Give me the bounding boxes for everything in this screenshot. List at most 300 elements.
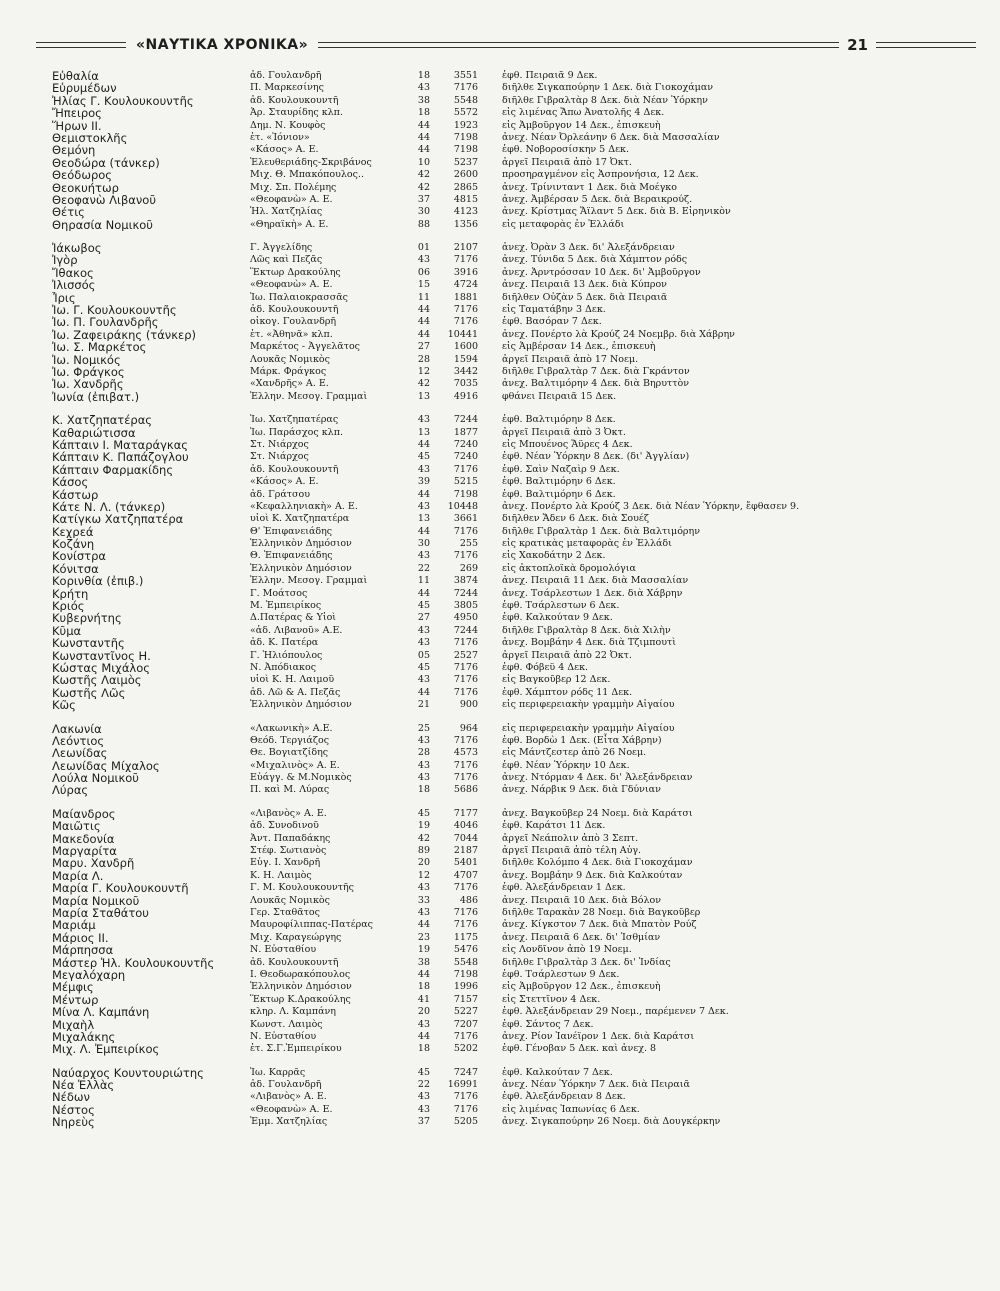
table-row	[52, 907, 952, 919]
ship-agent: υἱοὶ Κ. Η. Λαιμοῦ	[250, 674, 335, 686]
ship-status: ἀνεχ. Πονέρτο λὰ Κρούζ 3 Δεκ. διὰ Νέαν Ὑόρκην, ἔφθασεν 9.	[502, 500, 800, 512]
ship-flag-code: 43	[417, 82, 430, 94]
ship-status: ἀργεῖ Πειραιᾶ ἀπὸ 17 Νοεμ.	[502, 353, 639, 365]
ship-agent: κληρ. Λ. Καμπάνη	[250, 1006, 336, 1018]
ship-tonnage: 7176	[453, 1030, 478, 1042]
ship-status: ἐφθ. Νέαν Ὑόρκην 10 Δεκ.	[502, 759, 630, 771]
ship-name: Θηρασία Νομικοῦ	[52, 218, 153, 232]
ship-status: ἀνεχ. Βαλτιμόρην 4 Δεκ. διὰ Βηρυττὸν	[502, 378, 690, 390]
ship-name: Ἥρων ΙΙ.	[52, 119, 102, 132]
table-row	[52, 414, 952, 426]
ship-name: Ἰλισσός	[52, 279, 96, 292]
ship-name: Μαριάμ	[52, 919, 96, 932]
ship-flag-code: 44	[417, 587, 430, 599]
ship-flag-code: 43	[417, 882, 430, 894]
ship-name: Μακεδονία	[52, 832, 115, 846]
ship-status: ἐφθ. Ἀλεξάνδρειαν 29 Νοεμ., παρέμενεν 7 Δεκ.	[502, 1006, 729, 1018]
ship-tonnage: 7176	[453, 772, 478, 784]
ship-agent: ἑτ. Σ.Γ.Ἐμπειρίκου	[250, 1043, 342, 1055]
ship-flag-code: 11	[417, 291, 430, 303]
ship-flag-code: 12	[417, 869, 430, 881]
ship-agent: Στ. Νιάρχος	[250, 451, 309, 463]
ship-agent: «Θηραϊκὴ» Α. Ε.	[250, 218, 329, 230]
ship-name: Ἰγὸρ	[52, 254, 78, 267]
ship-name: Μίνα Λ. Καμπάνη	[52, 1006, 150, 1019]
table-row	[52, 575, 952, 587]
ship-flag-code: 15	[417, 279, 430, 291]
table-row	[52, 316, 952, 328]
ship-flag-code: 19	[417, 944, 430, 956]
ship-name: Κωνσταντῆς	[52, 637, 125, 650]
ship-tonnage: 1877	[453, 426, 478, 438]
ship-name: Κορινθία (ἐπιβ.)	[52, 575, 144, 588]
ship-name: Μαιῶτις	[52, 820, 101, 833]
ship-agent: «Κεφαλληνιακὴ» Α. Ε.	[250, 500, 358, 512]
ship-name: Κάπταιν Κ. Παπάζογλου	[52, 451, 189, 464]
ship-agent: Ἐμμ. Χατζηλίας	[250, 1116, 328, 1128]
ship-agent: Ν. Εὐσταθίου	[250, 944, 317, 956]
page-number: 21	[847, 36, 868, 54]
ship-name: Κυβερνήτης	[52, 612, 122, 625]
ship-status: ἀνεχ. Τρίνινταντ 1 Δεκ. διὰ Μοέγκο	[502, 181, 677, 193]
table-row	[52, 699, 952, 711]
ship-name: Ἰάκωβος	[52, 242, 102, 255]
ship-agent: Ν. Εὐσταθίου	[250, 1030, 317, 1042]
ship-flag-code: 89	[417, 845, 430, 857]
ship-flag-code: 44	[417, 919, 430, 931]
ship-tonnage: 5205	[453, 1116, 478, 1128]
ship-name: Λύρας	[52, 784, 89, 797]
ship-name: Μιχαὴλ	[52, 1018, 95, 1031]
ship-agent: ἑτ. «Ἀθηνᾶ» κλπ.	[250, 328, 333, 340]
ship-flag-code: 45	[417, 1066, 430, 1078]
ship-status: ἀνεχ. Κίγκστον 7 Δεκ. διὰ Μπατὸν Ρούζ	[502, 919, 697, 931]
table-row	[52, 1006, 952, 1018]
table-row	[52, 451, 952, 463]
ship-agent: Ἕκτωρ Δρακούλης	[250, 266, 341, 278]
table-row	[52, 1043, 952, 1055]
ship-agent: «Χανδρῆς» Α. Ε.	[250, 378, 329, 390]
ship-name: Κῦμα	[52, 624, 82, 638]
ship-agent: Μαρκέτος - Ἀγγελᾶτος	[250, 341, 361, 353]
table-row	[52, 784, 952, 796]
ship-name: Λακωνία	[52, 722, 102, 735]
ship-name: Λούλα Νομικοῦ	[52, 772, 139, 785]
ship-status: εἰς μεταφορὰς ἐν Ἑλλάδι	[502, 218, 625, 230]
table-row	[52, 735, 952, 747]
table-row	[52, 354, 952, 366]
ship-flag-code: 44	[417, 144, 430, 156]
ship-name: Θεμόνη	[52, 144, 96, 157]
ship-status: ἐφθ. Φόβεϋ 4 Δεκ.	[502, 661, 589, 673]
ship-flag-code: 05	[417, 649, 430, 661]
ship-name: Μέμφις	[52, 981, 94, 994]
ship-tonnage: 7176	[453, 1103, 478, 1115]
ship-status: διῆλθε Γιβραλτὰρ 3 Δεκ. δι' Ἰνδίας	[502, 956, 671, 968]
ship-agent: Ἀρ. Σταυρίδης κλπ.	[250, 107, 343, 119]
table-row	[52, 1031, 952, 1043]
ship-flag-code: 45	[417, 807, 430, 819]
ship-flag-code: 01	[417, 242, 430, 254]
ship-agent: Μιχ. Καραγεώργης	[250, 931, 342, 943]
ship-tonnage: 4123	[453, 206, 478, 218]
ship-agent: Μ. Ἐμπειρίκος	[250, 600, 322, 612]
ship-tonnage: 7176	[453, 1091, 478, 1103]
ship-flag-code: 38	[417, 94, 430, 106]
ship-agent: Μιχ. Θ. Μπακόπουλος..	[250, 169, 364, 181]
ship-flag-code: 44	[417, 525, 430, 537]
ship-agent: Κ. Η. Λαιμὸς	[250, 869, 312, 881]
ship-status: διῆλθε Κολόμπο 4 Δεκ. διὰ Γιοκοχάμαν	[502, 857, 693, 869]
ship-flag-code: 43	[417, 414, 430, 426]
ship-status: διῆλθε Γιβραλτὰρ 8 Δεκ. διὰ Χιλὴν	[502, 624, 671, 636]
ship-status: ἐφθ. Βορδὼ 1 Δεκ. (Εἶτα Χάβρην)	[502, 734, 662, 746]
ship-tonnage: 7176	[453, 661, 478, 673]
ship-flag-code: 44	[417, 686, 430, 698]
alphabet-group	[52, 1067, 952, 1129]
table-row	[52, 637, 952, 649]
ship-status: ἐφθ. Χάμπτον ρόδς 11 Δεκ.	[502, 686, 633, 698]
ship-flag-code: 44	[417, 968, 430, 980]
ship-name: Μαρία Γ. Κουλουκουντῆ	[52, 882, 189, 895]
ship-agent: Δημ. Ν. Κουφὸς	[250, 119, 326, 131]
ship-status: ἐφθ. Βασόραν 7 Δεκ.	[502, 316, 602, 328]
table-row	[52, 870, 952, 882]
table-row	[52, 366, 952, 378]
ship-name: Κονίστρα	[52, 550, 106, 563]
ship-tonnage: 269	[459, 562, 478, 574]
table-row	[52, 242, 952, 254]
ship-name: Κόνιτσα	[52, 562, 99, 576]
ship-flag-code: 18	[417, 107, 430, 119]
ship-agent: Ἑλληνικὸν Δημόσιον	[250, 699, 352, 711]
ship-name: Καθαριώτισσα	[52, 426, 136, 439]
ship-flag-code: 37	[417, 193, 430, 205]
ship-name: Κάτε Ν. Λ. (τάνκερ)	[52, 500, 166, 514]
table-row	[52, 206, 952, 218]
ship-tonnage: 7176	[453, 304, 478, 316]
ship-name: Κοζάνη	[52, 538, 95, 551]
ship-name: Νέδων	[52, 1091, 90, 1104]
ship-tonnage: 7176	[453, 674, 478, 686]
ship-agent: ἑτ. «Ἰόνιον»	[250, 131, 310, 143]
ship-flag-code: 43	[417, 674, 430, 686]
ship-agent: «Κάσος» Α. Ε.	[250, 144, 319, 156]
ship-name: Ἰω. Χανδρῆς	[52, 378, 124, 391]
ship-tonnage: 7176	[453, 919, 478, 931]
table-row	[52, 981, 952, 993]
ship-name: Ἰω. Γ. Κουλουκουντῆς	[52, 304, 177, 317]
ship-tonnage: 7207	[453, 1018, 478, 1030]
ship-status: ἐφθ. Πειραιᾶ 9 Δεκ.	[502, 70, 598, 81]
ship-tonnage: 2527	[453, 649, 478, 661]
table-row	[52, 772, 952, 784]
ship-name: Κώστας Μιχάλος	[52, 661, 150, 675]
ship-tonnage: 7176	[453, 637, 478, 649]
table-row	[52, 1116, 952, 1128]
table-row	[52, 489, 952, 501]
ship-agent: ἀδ. Γράτσου	[250, 488, 311, 500]
ship-flag-code: 28	[417, 747, 430, 759]
header-rule-left	[36, 42, 126, 48]
ship-name: Κωνσταντῖνος Η.	[52, 649, 151, 662]
ship-status: ἐφθ. Σαὶν Ναζαὶρ 9 Δεκ.	[502, 463, 620, 475]
table-row	[52, 857, 952, 869]
ship-status: ἐφθ. Καλκούταν 7 Δεκ.	[502, 1066, 613, 1078]
ship-name: Μάστερ Ἡλ. Κουλουκουντῆς	[52, 956, 215, 969]
ship-tonnage: 7044	[453, 832, 478, 844]
ship-tonnage: 5548	[453, 94, 478, 106]
ship-tonnage: 4046	[453, 820, 478, 832]
table-row	[52, 464, 952, 476]
table-row	[52, 427, 952, 439]
ship-tonnage: 1881	[453, 291, 478, 303]
ship-agent: Π. καὶ Μ. Λύρας	[250, 784, 330, 796]
ship-status: εἰς Ἀμβέρσαν 14 Δεκ., ἐπισκευὴ	[502, 341, 656, 353]
ship-flag-code: 44	[417, 304, 430, 316]
ship-status: ἀνεχ. Ρίον Ἰανέϊρον 1 Δεκ. διὰ Καράτσι	[502, 1030, 695, 1042]
table-row	[52, 625, 952, 637]
ship-flag-code: 13	[417, 426, 430, 438]
ship-flag-code: 21	[417, 699, 430, 711]
ship-status: εἰς λιμένας Ἄπω Ἀνατολῆς 4 Δεκ.	[502, 107, 665, 119]
table-row	[52, 808, 952, 820]
ship-agent: «Θεοφανὼ» Α. Ε.	[250, 1103, 333, 1115]
ship-name: Κ. Χατζηπατέρας	[52, 414, 153, 427]
ship-tonnage: 7198	[453, 968, 478, 980]
ship-agent: «Θεοφανὼ» Α. Ε.	[250, 279, 333, 291]
table-row	[52, 476, 952, 488]
ship-tonnage: 7240	[453, 438, 478, 450]
ship-name: Ἰω. Ζαφειράκης (τάνκερ)	[52, 328, 197, 342]
table-row	[52, 329, 952, 341]
table-row	[52, 341, 952, 353]
ship-flag-code: 44	[417, 316, 430, 328]
ship-name: Κριός	[52, 600, 85, 613]
ship-flag-code: 43	[417, 550, 430, 562]
ship-flag-code: 43	[417, 1091, 430, 1103]
ship-name: Ἰω. Φράγκος	[52, 365, 125, 379]
ship-tonnage: 7244	[453, 414, 478, 426]
ship-status: ἀργεῖ Πειραιᾶ ἀπὸ 22 Ὀκτ.	[502, 649, 632, 661]
ship-name: Μαρία Σταθάτου	[52, 907, 149, 920]
table-row	[52, 267, 952, 279]
table-row	[52, 550, 952, 562]
ship-flag-code: 30	[417, 206, 430, 218]
ship-tonnage: 3874	[453, 575, 478, 587]
table-row	[52, 169, 952, 181]
ship-tonnage: 4815	[453, 193, 478, 205]
ship-agent: Ἑλληνικὸν Δημόσιον	[250, 562, 352, 574]
ship-status: εἰς Χακοδάτην 2 Δεκ.	[502, 550, 606, 562]
ship-tonnage: 7244	[453, 624, 478, 636]
ship-status: ἀνεχ. Βαγκοῦβερ 24 Νοεμ. διὰ Καράτσι	[502, 807, 693, 819]
ship-tonnage: 1600	[453, 341, 478, 353]
ship-name: Κωστῆς Λαιμὸς	[52, 674, 142, 687]
ship-status: διῆλθε Γιβραλτὰρ 7 Δεκ. διὰ Γκράντον	[502, 365, 690, 377]
alphabet-group	[52, 242, 952, 403]
ship-name: Κωστῆς Λῶς	[52, 686, 126, 700]
table-row	[52, 932, 952, 944]
ship-tonnage: 964	[459, 722, 478, 734]
ship-name: Λεόντιος	[52, 734, 105, 748]
ship-tonnage: 1594	[453, 353, 478, 365]
ship-tonnage: 7176	[453, 463, 478, 475]
ship-flag-code: 23	[417, 931, 430, 943]
ship-name: Εὐθαλία	[52, 70, 99, 83]
table-row	[52, 82, 952, 94]
table-row	[52, 157, 952, 169]
ship-name: Ἰω. Π. Γουλανδρῆς	[52, 316, 159, 329]
table-row	[52, 994, 952, 1006]
ship-agent: Ἰω. Παράσχος κλπ.	[250, 426, 343, 438]
ship-name: Μάρπησσα	[52, 944, 114, 957]
ship-status: ἀνεχ. Πειραιᾶ 6 Δεκ. δι' Ἰσθμίαν	[502, 931, 661, 943]
ship-name: Θεοδώρα (τάνκερ)	[52, 156, 160, 170]
ship-status: εἰς Λονδῖνον ἀπὸ 19 Νοεμ.	[502, 944, 632, 956]
ship-name: Εὐρυμέδων	[52, 82, 117, 95]
ship-name: Ἰωνία (ἐπιβατ.)	[52, 390, 140, 404]
ship-flag-code: 10	[417, 156, 430, 168]
ship-tonnage: 4573	[453, 747, 478, 759]
ship-tonnage: 3661	[453, 513, 478, 525]
ship-status: ἀργεῖ Πειραιᾶ ἀπὸ 3 Ὀκτ.	[502, 426, 626, 438]
ship-flag-code: 44	[417, 488, 430, 500]
ship-flag-code: 44	[417, 438, 430, 450]
ship-flag-code: 22	[417, 562, 430, 574]
ship-status: διῆλθεν Οὐζὰν 5 Δεκ. διὰ Πειραιᾶ	[502, 291, 668, 303]
ship-name: Μαίανδρος	[52, 807, 116, 821]
ship-name: Μιχαλάκης	[52, 1030, 116, 1044]
ship-status: διῆλθε Σιγκαπούρην 1 Δεκ. διὰ Γιοκοχάμαν	[502, 82, 714, 94]
table-row	[52, 674, 952, 686]
ship-status: ἐφθ. Καράτσι 11 Δεκ.	[502, 820, 606, 832]
alphabet-group	[52, 723, 952, 797]
ship-flag-code: 13	[417, 513, 430, 525]
alphabet-group	[52, 70, 952, 231]
ship-flag-code: 20	[417, 857, 430, 869]
ship-agent: Ἑλλην. Μεσογ. Γραμμαὶ	[250, 390, 368, 402]
ship-status: ἀνεχ. Πειραιᾶ 13 Δεκ. διὰ Κύπρον	[502, 279, 667, 291]
ship-tonnage: 7176	[453, 734, 478, 746]
ship-status: ἐφθ. Γένοβαν 5 Δεκ. καὶ ἀνεχ. 8	[502, 1043, 657, 1055]
ship-status: ἀνεχ. Νέαν Ὑόρκην 7 Δεκ. διὰ Πειραιᾶ	[502, 1079, 690, 1091]
ship-agent: «Κάσος» Α. Ε.	[250, 476, 319, 488]
ship-flag-code: 25	[417, 722, 430, 734]
ship-tonnage: 5572	[453, 107, 478, 119]
table-row	[52, 612, 952, 624]
ship-name: Ναύαρχος Κουντουριώτης	[52, 1066, 204, 1080]
ship-name: Μαργαρίτα	[52, 845, 117, 858]
ship-name: Κάστωρ	[52, 488, 99, 501]
ship-tonnage: 1356	[453, 218, 478, 230]
ship-status: ἀνεχ. Τσάρλεστων 1 Δεκ. διὰ Χάβρην	[502, 587, 683, 599]
ship-flag-code: 42	[417, 169, 430, 181]
table-row	[52, 501, 952, 513]
table-row	[52, 194, 952, 206]
ship-status: ἐφθ. Τσάρλεστων 9 Δεκ.	[502, 968, 620, 980]
ship-tonnage: 7198	[453, 131, 478, 143]
ship-tonnage: 4724	[453, 279, 478, 291]
ship-agent: Ἀντ. Παπαδάκης	[250, 832, 331, 844]
ship-agent: Ν. Ἀπόδιακος	[250, 661, 317, 673]
ship-flag-code: 42	[417, 181, 430, 193]
table-row	[52, 219, 952, 231]
ship-tonnage: 7176	[453, 759, 478, 771]
ship-agent: Στ. Νιάρχος	[250, 438, 309, 450]
ship-status: ἀνεχ. Βομβάην 4 Δεκ. διὰ Τζιμπουτὶ	[502, 637, 676, 649]
ship-status: ἐφθ. Βαλτιμόρην 6 Δεκ.	[502, 476, 616, 488]
ship-status: ἐφθ. Νέαν Ὑόρκην 8 Δεκ. (δι' Ἀγγλίαν)	[502, 451, 690, 463]
table-row	[52, 95, 952, 107]
ship-flag-code: 37	[417, 1116, 430, 1128]
ship-flag-code: 45	[417, 600, 430, 612]
ship-name: Θέτις	[52, 206, 85, 219]
journal-title: «ΝΑΥΤΙΚΑ ΧΡΟΝΙΚΑ»	[136, 37, 309, 53]
ship-flag-code: 12	[417, 365, 430, 377]
ship-status: ἀργεῖ Πειραιᾶ ἀπὸ 17 Ὀκτ.	[502, 156, 632, 168]
ship-name: Μαρία Λ.	[52, 869, 104, 883]
ship-name: Θεοφανὼ Λιβανοῦ	[52, 193, 156, 207]
ship-agent: Γ. Μοάτσος	[250, 587, 308, 599]
ship-tonnage: 486	[459, 894, 478, 906]
ship-movements-table	[52, 70, 952, 1140]
table-row	[52, 760, 952, 772]
ship-status: ἀνεχ. Ἀμβέρσαν 5 Δεκ. διὰ Βεραικρούζ.	[502, 193, 693, 205]
ship-flag-code: 18	[417, 981, 430, 993]
ship-tonnage: 7035	[453, 378, 478, 390]
ship-tonnage: 5401	[453, 857, 478, 869]
table-row	[52, 120, 952, 132]
ship-flag-code: 30	[417, 538, 430, 550]
ship-agent: «Λακωνικὴ» Α.Ε.	[250, 722, 333, 734]
ship-flag-code: 22	[417, 1079, 430, 1091]
ship-agent: υἱοὶ Κ. Χατζηπατέρα	[250, 513, 350, 525]
ship-flag-code: 20	[417, 1006, 430, 1018]
table-row	[52, 687, 952, 699]
ship-name: Κάπταιν Φαρμακίδης	[52, 463, 174, 477]
ship-flag-code: 43	[417, 1103, 430, 1115]
ship-tonnage: 1923	[453, 119, 478, 131]
table-row	[52, 70, 952, 82]
ship-agent: Στέφ. Σωτιανὸς	[250, 845, 327, 857]
ship-flag-code: 45	[417, 661, 430, 673]
ship-name: Μάριος ΙΙ.	[52, 931, 109, 945]
ship-agent: ἀδ. Κουλουκουντῆ	[250, 94, 339, 106]
ship-tonnage: 255	[459, 538, 478, 550]
ship-name: Λεωνίδας Μίχαλος	[52, 759, 160, 773]
ship-flag-code: 43	[417, 637, 430, 649]
ship-flag-code: 43	[417, 254, 430, 266]
ship-agent: ἀδ. Κ. Πατέρα	[250, 637, 319, 649]
ship-flag-code: 43	[417, 1018, 430, 1030]
ship-agent: «Λιβανὸς» Α. Ε.	[250, 807, 327, 819]
ship-status: ἀργεῖ Νεάπολιν ἀπὸ 3 Σεπτ.	[502, 832, 639, 844]
ship-agent: Μιχ. Σπ. Πολέμης	[250, 181, 337, 193]
ship-flag-code: 39	[417, 476, 430, 488]
table-row	[52, 391, 952, 403]
ship-agent: «Θεοφανὼ» Α. Ε.	[250, 193, 333, 205]
ship-tonnage: 3442	[453, 365, 478, 377]
table-row	[52, 1067, 952, 1079]
ship-agent: Ἑλληνικὸν Δημόσιον	[250, 538, 352, 550]
table-row	[52, 292, 952, 304]
ship-name: Κάπταιν Ι. Ματαράγκας	[52, 438, 189, 452]
ship-flag-code: 13	[417, 390, 430, 402]
table-row	[52, 662, 952, 674]
ship-status: εἰς ἀκτοπλοϊκὰ δρομολόγια	[502, 562, 636, 574]
ship-agent: Μάρκ. Φράγκος	[250, 365, 327, 377]
